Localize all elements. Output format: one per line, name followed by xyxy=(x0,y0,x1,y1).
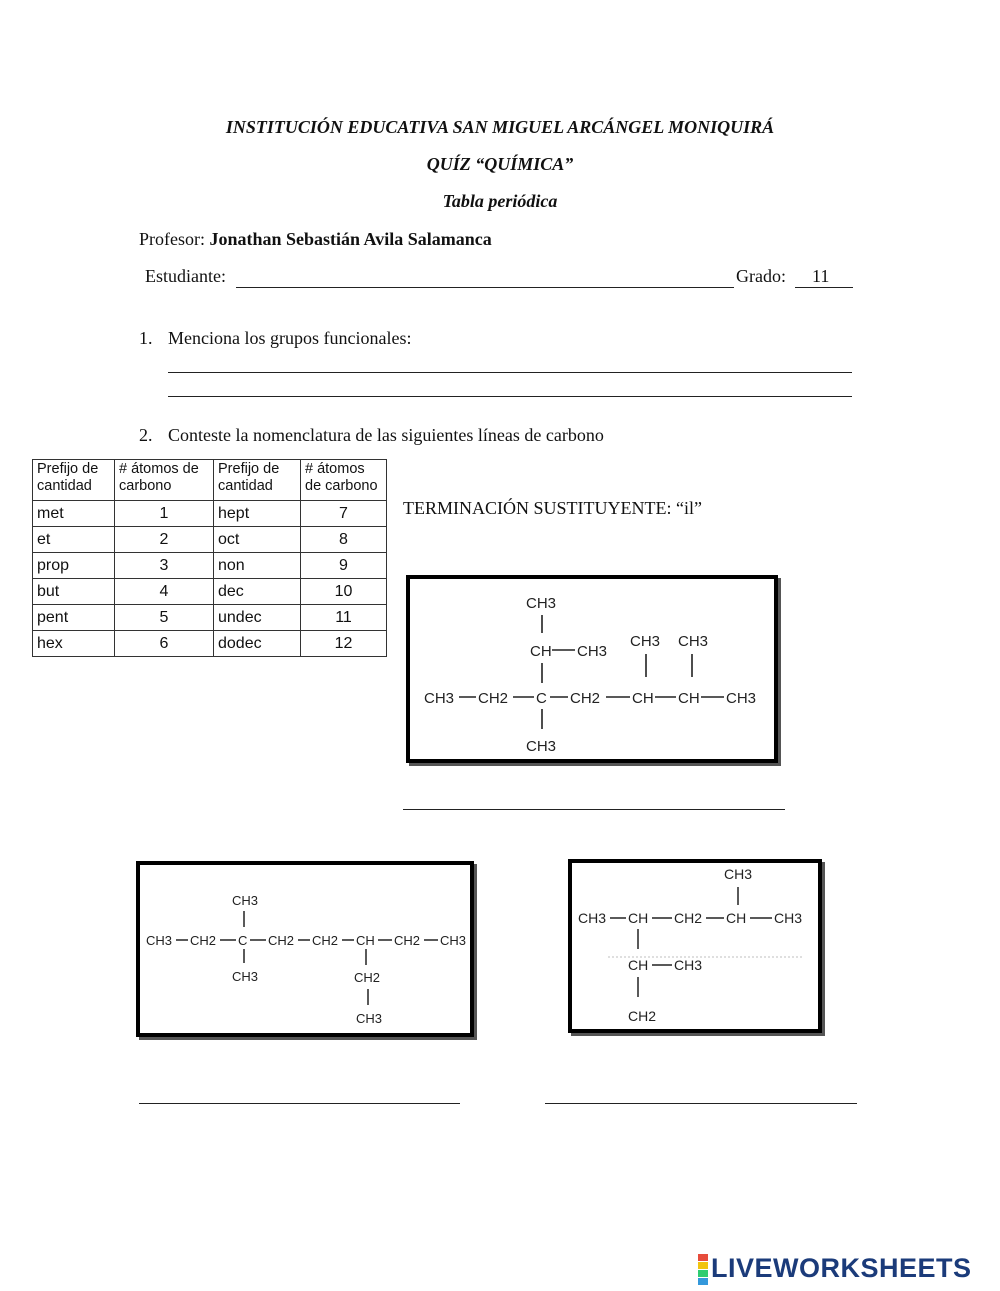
atom-label: CH3 xyxy=(526,738,557,755)
table-cell: 5 xyxy=(115,605,214,631)
atom-label: CH3 xyxy=(146,933,173,948)
table-cell: 3 xyxy=(115,553,214,579)
atom-label: CH2 xyxy=(478,690,509,707)
table-header-row xyxy=(33,460,387,501)
table-cell: hept xyxy=(214,501,301,527)
structure-1-diagram xyxy=(410,579,774,759)
atom-label: CH3 xyxy=(440,933,467,948)
atom-label: CH xyxy=(530,643,552,660)
grade-field-underline xyxy=(795,287,853,288)
atom-label: CH xyxy=(726,910,747,926)
atom-label: CH3 xyxy=(674,957,703,973)
atom-label: CH3 xyxy=(424,690,455,707)
atom-label: CH3 xyxy=(356,1011,383,1026)
table-row xyxy=(33,553,387,579)
table-cell: dodec xyxy=(214,631,301,657)
institution-title: INSTITUCIÓN EDUCATIVA SAN MIGUEL ARCÁNGEL MONIQUIRÁ xyxy=(225,117,775,137)
atom-label: CH xyxy=(356,933,375,948)
table-cell: undec xyxy=(214,605,301,631)
table-cell: non xyxy=(214,553,301,579)
atom-label: CH2 xyxy=(312,933,339,948)
teacher-line xyxy=(139,229,492,250)
subtitle: Tabla periódica xyxy=(442,191,558,211)
atom-label: CH2 xyxy=(268,933,295,948)
table-cell: et xyxy=(33,527,115,553)
header-cell: Prefijo de cantidad xyxy=(214,460,301,501)
table-cell: 8 xyxy=(301,527,387,553)
quiz-title: QUÍZ “QUÍMICA” xyxy=(426,154,574,174)
teacher-label: Profesor: xyxy=(139,229,205,249)
atom-label: CH2 xyxy=(674,910,703,926)
liveworksheets-logo[interactable] xyxy=(698,1253,972,1285)
answer-line-structure-3[interactable] xyxy=(545,1103,857,1104)
atom-label: CH2 xyxy=(394,933,421,948)
structure-1-box xyxy=(406,575,778,763)
answer-line-2[interactable] xyxy=(168,396,852,397)
table-cell: prop xyxy=(33,553,115,579)
answer-line-1[interactable] xyxy=(168,372,852,373)
table-cell: met xyxy=(33,501,115,527)
structure-2-box xyxy=(136,861,474,1037)
atom-label: CH3 xyxy=(232,969,259,984)
atom-label: CH xyxy=(632,690,654,707)
table-cell: but xyxy=(33,579,115,605)
header-cell: # átomos de carbono xyxy=(115,460,214,501)
table-cell: 10 xyxy=(301,579,387,605)
atom-label: CH xyxy=(628,910,649,926)
table-row xyxy=(33,605,387,631)
atom-label: C xyxy=(536,690,547,707)
question-2-text: Conteste la nomenclatura de las siguientes líneas de carbono xyxy=(168,425,604,445)
grade-value[interactable]: 11 xyxy=(812,266,830,286)
table-cell: dec xyxy=(214,579,301,605)
table-row xyxy=(33,527,387,553)
answer-line-structure-1[interactable] xyxy=(403,809,785,810)
atom-label: CH xyxy=(678,690,700,707)
atom-label: CH3 xyxy=(630,633,661,650)
atom-label: CH3 xyxy=(578,910,607,926)
atom-label: CH2 xyxy=(570,690,601,707)
table-cell: 12 xyxy=(301,631,387,657)
table-cell: 6 xyxy=(115,631,214,657)
logo-cubes-icon xyxy=(698,1254,708,1285)
atom-label: CH3 xyxy=(678,633,709,650)
table-cell: 9 xyxy=(301,553,387,579)
table-cell: 7 xyxy=(301,501,387,527)
atom-label: CH3 xyxy=(526,595,557,612)
table-row xyxy=(33,501,387,527)
structure-2-diagram xyxy=(140,865,470,1033)
question-2-number: 2. xyxy=(139,425,153,445)
atom-label: CH3 xyxy=(232,893,259,908)
table-cell: pent xyxy=(33,605,115,631)
header-cell: # átomos de carbono xyxy=(301,460,387,501)
student-name-field[interactable] xyxy=(236,287,734,288)
structure-3-diagram xyxy=(572,863,818,1029)
table-cell: 1 xyxy=(115,501,214,527)
atom-label: CH2 xyxy=(628,1008,657,1024)
table-row xyxy=(33,631,387,657)
atom-label: CH3 xyxy=(774,910,803,926)
grade-label: Grado: xyxy=(736,266,786,286)
header-cell: Prefijo de cantidad xyxy=(33,460,115,501)
table-cell: 11 xyxy=(301,605,387,631)
atom-label: CH xyxy=(628,957,649,973)
table-cell: oct xyxy=(214,527,301,553)
atom-label: CH3 xyxy=(724,866,753,882)
structure-3-box xyxy=(568,859,822,1033)
question-1-number: 1. xyxy=(139,328,153,348)
brand-name: LIVEWORKSHEETS xyxy=(711,1253,972,1283)
atom-label: C xyxy=(238,933,248,948)
teacher-name: Jonathan Sebastián Avila Salamanca xyxy=(209,229,492,249)
substituent-note: TERMINACIÓN SUSTITUYENTE: “il” xyxy=(403,498,702,518)
answer-line-structure-2[interactable] xyxy=(139,1103,460,1104)
table-cell: 4 xyxy=(115,579,214,605)
table-cell: hex xyxy=(33,631,115,657)
table-cell: 2 xyxy=(115,527,214,553)
table-row xyxy=(33,579,387,605)
question-1-text: Menciona los grupos funcionales: xyxy=(168,328,412,348)
atom-label: CH2 xyxy=(190,933,217,948)
atom-label: CH2 xyxy=(354,970,381,985)
atom-label: CH3 xyxy=(726,690,757,707)
prefix-table xyxy=(32,459,387,657)
student-label: Estudiante: xyxy=(145,266,226,286)
atom-label: CH3 xyxy=(577,643,608,660)
